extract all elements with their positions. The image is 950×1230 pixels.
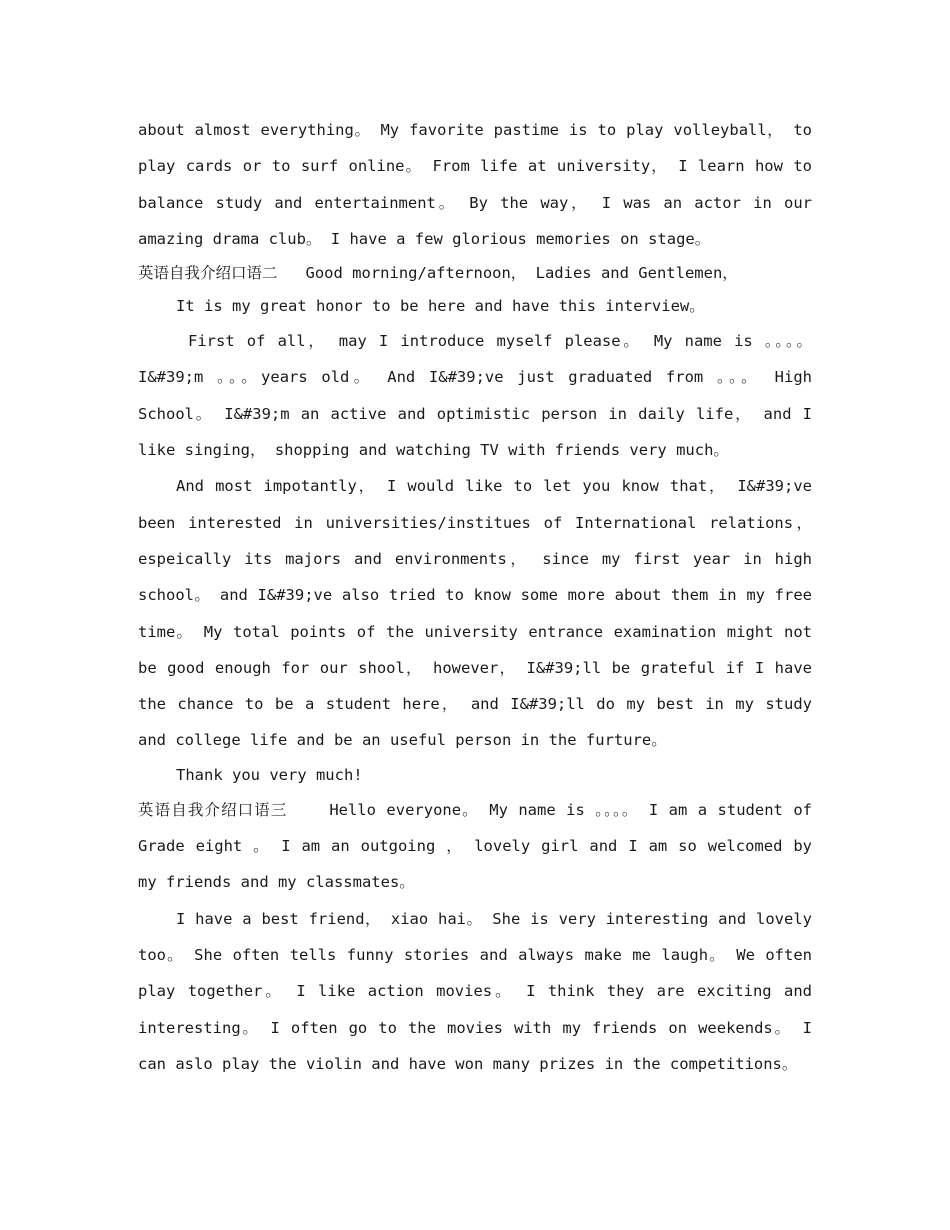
section-3-paragraph-friend: I have a best friend， xiao hai。 She is very interesting and lovely too。 She often tells funny stories and always make me laugh。 We often play together。 I like action movies。 I think they are exciting and interesting。 I often go to the movies with my friends on weekends。 I can aslo play the violin and have won many prizes in the competitions。	[138, 909, 812, 1073]
section-2-paragraph-interest: And most impotantly， I would like to let you know that， I&#39;ve been interested in universities/institues of International relations， espeically its majors and environments， since my first year in high school。 and I&#39;ve also tried to know some more about them in my free time。 My total points of the university entrance examination might not be good enough for our shool， however， I&#39;ll be grateful if I have the chance to be a student here， and I&#39;ll do my best in my study and college life and be an useful person in the furture。	[138, 477, 812, 750]
section-2-heading-line	[138, 257, 812, 290]
document-body	[138, 112, 822, 1082]
section-3-intro: Hello everyone。 My name is 。。。。 I am a student of Grade eight 。 I am an outgoing ， lovely girl and I am so welcomed by my friends and my classmates。	[138, 800, 822, 892]
section-2-paragraph-thanks: Thank you very much!	[176, 765, 363, 784]
section-2-greeting: Good morning/afternoon， Ladies and Gentlemen，	[277, 264, 738, 283]
section-2-paragraph-honor: It is my great honor to be here and have this interview。	[176, 297, 705, 316]
section-2-heading: 英语自我介绍口语二	[138, 264, 278, 283]
section-3-heading-line	[138, 792, 822, 901]
paragraph-intro-continuation: about almost everything。 My favorite pastime is to play volleyball， to play cards or to surf online。 From life at university， I learn how to balance study and entertainment。 By the way， I was an actor in our amazing drama club。 I have a few glorious memories on stage。	[138, 121, 812, 248]
section-3-heading: 英语自我介绍口语三	[138, 800, 288, 819]
section-2-paragraph-introduce: First of all， may I introduce myself please。 My name is 。。。。I&#39;m 。。。years old。 And I&#39;ve just graduated from 。。。 High School。 I&#39;m an active and optimistic person in daily life， and I like singing， shopping and watching TV with friends very much。	[138, 332, 812, 460]
